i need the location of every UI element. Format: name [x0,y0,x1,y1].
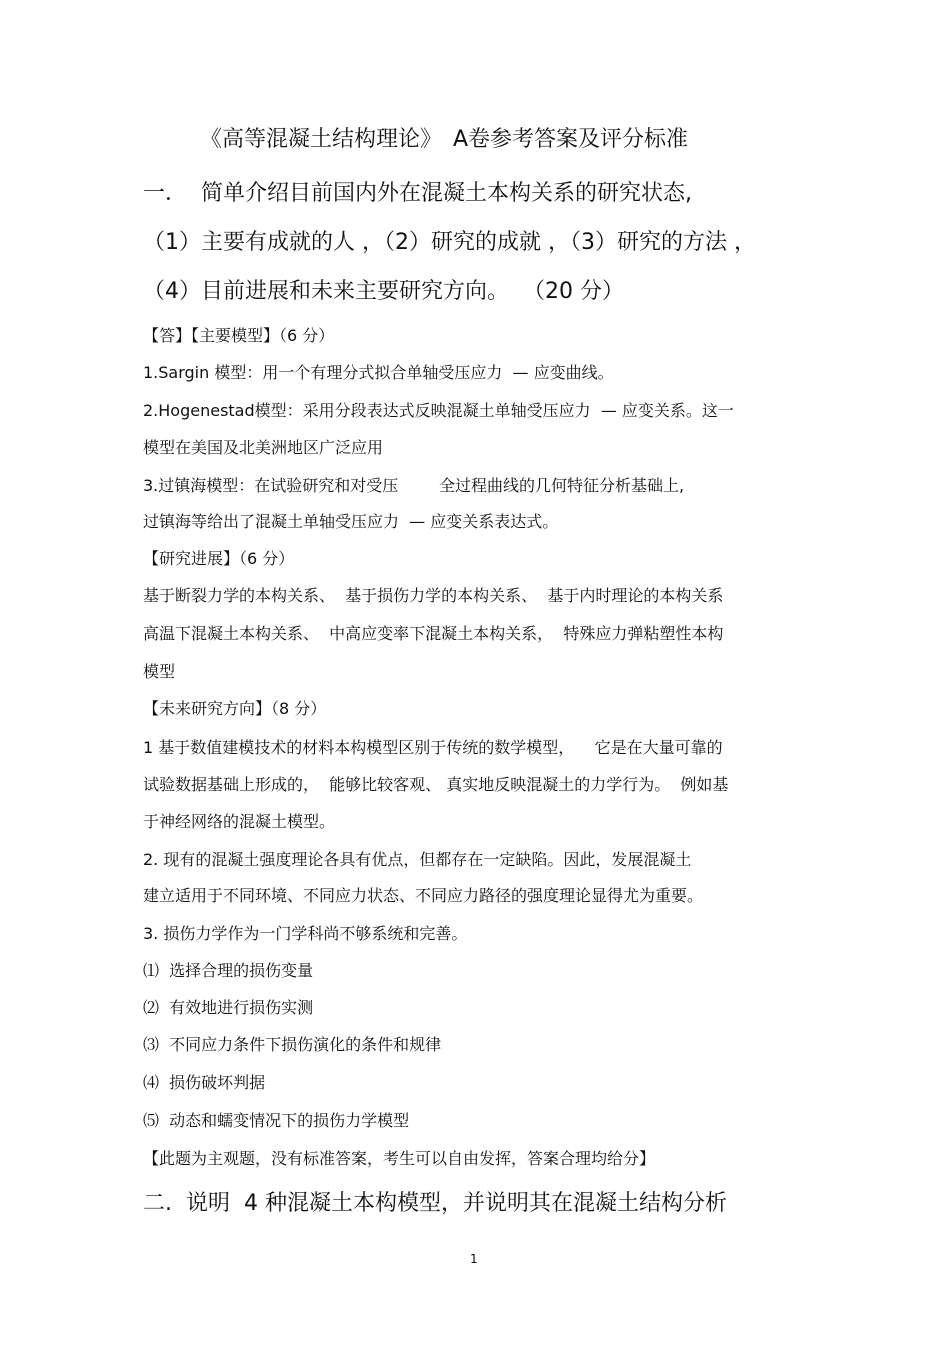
future-3: 3. 损伤力学作为一门学科尚不够系统和完善。 [143,924,468,943]
question-1-line-2: （1）主要有成就的人 ，（2）研究的成就 ，（3）研究的方法 ， [143,230,756,255]
sub-item-4: ⑷ 损伤破坏判据 [143,1073,266,1092]
future-1-line-1: 1 基于数值建模技术的材料本构模型区别于传统的数学模型， 它是在大量可靠的 [143,738,723,757]
question-1-line-3: （4）目前进展和未来主要研究方向。 （20 分） [143,279,624,304]
page-title: 《高等混凝土结构理论》 A卷参考答案及评分标准 [200,127,689,152]
model-2-hogenestad-line-1: 2.Hogenestad模型：采用分段表达式反映混凝土单轴受压应力 — 应变关系。这一 [143,401,734,420]
page-number: 1 [470,1252,478,1266]
future-1-line-3: 于神经网络的混凝土模型。 [143,812,336,831]
model-2-hogenestad-line-2: 模型在美国及北美洲地区广泛应用 [143,438,384,457]
progress-line-2: 高温下混凝土本构关系、 中高应变率下混凝土本构关系， 特殊应力弹粘塑性本构 [143,624,724,643]
future-direction-header: 【未来研究方向】（8 分） [143,699,327,718]
sub-item-1: ⑴ 选择合理的损伤变量 [143,961,314,980]
progress-line-1: 基于断裂力学的本构关系、 基于损伤力学的本构关系、 基于内时理论的本构关系 [143,586,724,605]
progress-line-3: 模型 [143,662,176,681]
model-3-guo-line-1: 3.过镇海模型：在试验研究和对受压 全过程曲线的几何特征分析基础上, [143,476,685,495]
main-models-header: 【答】【主要模型】（6 分） [143,326,335,345]
sub-item-3: ⑶ 不同应力条件下损伤演化的条件和规律 [143,1035,442,1054]
model-3-guo-line-2: 过镇海等给出了混凝土单轴受压应力 — 应变关系表达式。 [143,512,559,531]
future-1-line-2: 试验数据基础上形成的， 能够比较客观、 真实地反映混凝土的力学行为。 例如基 [143,775,729,794]
future-2-line-1: 2. 现有的混凝土强度理论各具有优点，但都存在一定缺陷。因此，发展混凝土 [143,850,692,869]
sub-item-2: ⑵ 有效地进行损伤实测 [143,998,314,1017]
research-progress-header: 【研究进展】（6 分） [143,549,295,568]
model-1-sargin: 1.Sargin 模型：用一个有理分式拟合单轴受压应力 — 应变曲线。 [143,363,614,382]
sub-item-5: ⑸ 动态和蠕变情况下的损伤力学模型 [143,1111,410,1130]
grading-note: 【此题为主观题，没有标准答案，考生可以自由发挥，答案合理均给分】 [143,1149,656,1168]
question-1-line-1: 一． 简单介绍目前国内外在混凝土本构关系的研究状态, [143,181,692,206]
future-2-line-2: 建立适用于不同环境、不同应力状态、不同应力路径的强度理论显得尤为重要。 [143,886,704,905]
question-2-line-1: 二. 说明 4 种混凝土本构模型，并说明其在混凝土结构分析 [143,1191,727,1216]
